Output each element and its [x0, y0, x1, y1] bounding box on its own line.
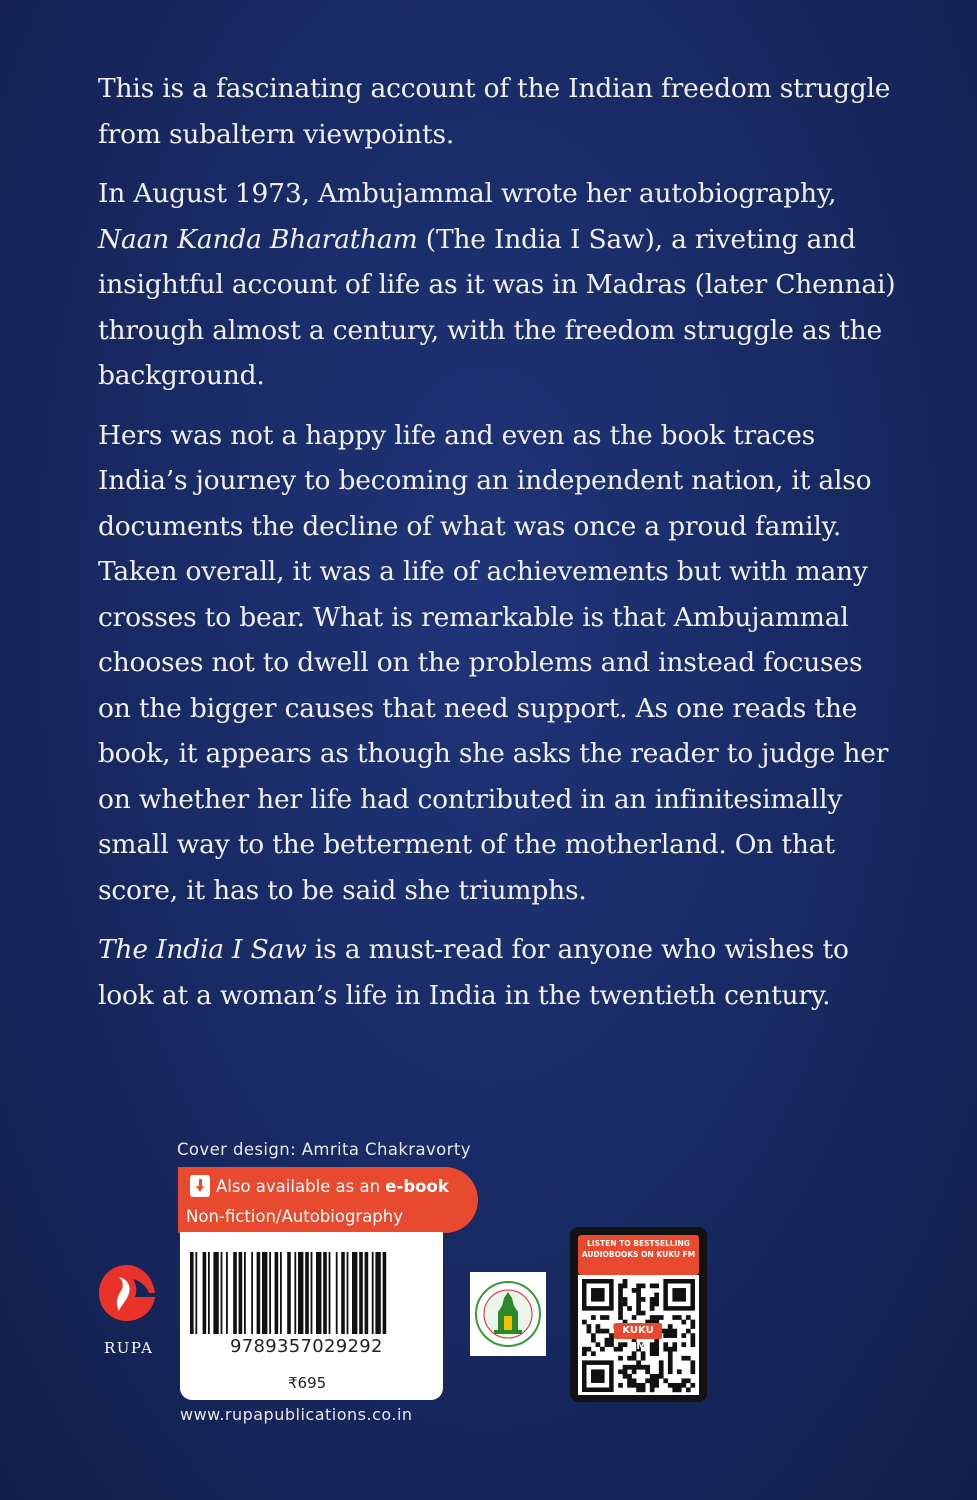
isbn: 9789357029292 [230, 1336, 383, 1357]
qr-module [650, 1387, 655, 1392]
qr-module [690, 1369, 695, 1374]
qr-module [654, 1374, 659, 1379]
qr-module [654, 1378, 659, 1383]
qr-module [677, 1383, 682, 1388]
qr-code[interactable] [578, 1275, 699, 1395]
cover-design-credit: Cover design: Amrita Chakravorty [177, 1140, 471, 1159]
qr-module [596, 1324, 601, 1329]
barcode-bar [269, 1252, 271, 1334]
qr-module [659, 1374, 664, 1379]
barcode-bar [372, 1252, 374, 1334]
qr-module [636, 1387, 641, 1392]
qr-module [650, 1306, 655, 1311]
qr-module [627, 1383, 632, 1388]
download-icon [190, 1175, 210, 1197]
qr-module [609, 1342, 614, 1347]
qr-module [587, 1329, 592, 1334]
qr-module [672, 1288, 686, 1302]
qr-module [605, 1342, 610, 1347]
barcode-bar [323, 1252, 327, 1334]
qr-module [587, 1324, 592, 1329]
qr-module [591, 1315, 596, 1320]
qr-module [632, 1383, 637, 1388]
qr-module [668, 1360, 673, 1365]
qr-module [668, 1383, 673, 1388]
qr-module [636, 1297, 641, 1302]
qr-module [641, 1387, 646, 1392]
qr-module [681, 1383, 686, 1388]
barcode-bar [298, 1252, 303, 1334]
publisher-name: RUPA [104, 1339, 154, 1357]
qr-module [641, 1284, 646, 1289]
qr-module [681, 1356, 686, 1361]
qr-module [645, 1378, 650, 1383]
barcode-bar [287, 1252, 291, 1334]
qr-module [618, 1306, 623, 1311]
barcode-bar [203, 1252, 207, 1334]
barcode-bar [221, 1252, 223, 1334]
qr-module [627, 1356, 632, 1361]
qr-module [690, 1333, 695, 1338]
qr-module [623, 1279, 628, 1284]
qr-module [677, 1387, 682, 1392]
ebook-availability[interactable] [190, 1172, 449, 1200]
qr-module [663, 1342, 668, 1347]
qr-module [690, 1365, 695, 1370]
qr-module [654, 1297, 659, 1302]
qr-module [605, 1329, 610, 1334]
qr-module [654, 1293, 659, 1298]
qr-module [623, 1374, 628, 1379]
barcode-bar [365, 1252, 369, 1334]
kuku-fm-promo [570, 1227, 707, 1402]
barcode-bar [383, 1252, 387, 1334]
blurb-text: In August 1973, Ambujammal wrote her autobiography, [98, 178, 837, 209]
qr-module [636, 1311, 641, 1316]
barcode-bar [375, 1252, 380, 1334]
qr-module [623, 1342, 628, 1347]
qr-module [582, 1347, 587, 1352]
qr-module [672, 1333, 677, 1338]
barcode-bar [280, 1252, 282, 1334]
qr-module [672, 1329, 677, 1334]
qr-module [582, 1320, 587, 1325]
qr-module [659, 1365, 664, 1370]
book-original-title: Naan Kanda Bharatham [98, 223, 418, 255]
qr-module [618, 1311, 623, 1316]
qr-module [672, 1383, 677, 1388]
barcode-bar [213, 1252, 218, 1334]
qr-module [618, 1302, 623, 1307]
price: ₹695 [288, 1374, 327, 1392]
barcode-bar [195, 1252, 197, 1334]
blurb-paragraph-3: Hers was not a happy life and even as the book traces India’s journey to becoming an independent nation, it also documents the decline of what was once a proud family. Taken overall, it was a life of achievements but with many crosses to bear. What is remarkable is that Ambujammal chooses not to dwell on the problems and instead focuses on the bigger causes that need support. As one reads the book, it appears as though she asks the reader to judge her on whether her life had contributed in an infinitesimally small way to the betterment of the motherland. On that score, it has to be said she triumphs. [98, 419, 889, 906]
qr-module [618, 1383, 623, 1388]
barcode-bar [359, 1252, 363, 1334]
qr-module [587, 1347, 592, 1352]
qr-module [627, 1378, 632, 1383]
qr-module [636, 1284, 641, 1289]
barcode-bar [352, 1252, 357, 1334]
qr-module [686, 1378, 691, 1383]
ebook-bold: e-book [385, 1176, 449, 1196]
barcode-bar [347, 1252, 349, 1334]
qr-module [672, 1315, 677, 1320]
qr-module [681, 1320, 686, 1325]
qr-module [618, 1315, 623, 1320]
blurb-text: (The India I Saw), a riveting and insightful account of life as it was in Madras (later Chennai) through almost a century, with the freedom struggle as the background. [98, 223, 896, 391]
qr-module [650, 1374, 655, 1379]
qr-module [591, 1333, 596, 1338]
qr-module [659, 1360, 664, 1365]
qr-module [690, 1324, 695, 1329]
qr-module [668, 1356, 673, 1361]
qr-module [627, 1365, 632, 1370]
qr-module [618, 1293, 623, 1298]
qr-module [627, 1374, 632, 1379]
blurb-text: is a must-read for anyone who wishes to look at a woman’s life in India in the twentieth century. [98, 934, 849, 1011]
qr-module [618, 1369, 623, 1374]
qr-module [690, 1360, 695, 1365]
qr-module [632, 1369, 637, 1374]
barcode-bar [311, 1252, 313, 1334]
qr-module [618, 1284, 623, 1289]
qr-module [659, 1369, 664, 1374]
qr-module [668, 1333, 673, 1338]
qr-module [654, 1284, 659, 1289]
qr-module [596, 1329, 601, 1334]
qr-module [668, 1324, 673, 1329]
qr-module [668, 1365, 673, 1370]
qr-module [618, 1342, 623, 1347]
qr-module [681, 1378, 686, 1383]
book-title: The India I Saw [98, 934, 307, 965]
qr-module [605, 1338, 610, 1343]
qr-module [632, 1288, 637, 1293]
qr-module [591, 1369, 605, 1383]
ebook-label [216, 1177, 449, 1196]
barcode-bar [226, 1252, 228, 1334]
qr-module [632, 1356, 637, 1361]
qr-module [650, 1347, 655, 1352]
qr-module [618, 1288, 623, 1293]
qr-module [663, 1347, 668, 1352]
tamil-nadu-seal [470, 1272, 546, 1356]
barcode [188, 1252, 434, 1334]
barcode-bar [244, 1252, 246, 1334]
back-cover-blurb [98, 66, 898, 1032]
barcode-bar [336, 1252, 338, 1334]
qr-module [663, 1378, 668, 1383]
tamil-nadu-seal-icon [470, 1272, 546, 1356]
qr-module [627, 1306, 632, 1311]
barcode-bar [341, 1252, 345, 1334]
qr-module [677, 1315, 682, 1320]
qr-module [686, 1315, 691, 1320]
qr-module [686, 1356, 691, 1361]
qr-module [600, 1347, 605, 1352]
barcode-bar [294, 1252, 296, 1334]
qr-module [650, 1315, 655, 1320]
qr-module [690, 1383, 695, 1388]
qr-module [672, 1347, 677, 1352]
qr-module [636, 1360, 641, 1365]
qr-module [690, 1320, 695, 1325]
qr-module [600, 1329, 605, 1334]
barcode-bar [208, 1252, 210, 1334]
qr-module [681, 1342, 686, 1347]
qr-module [623, 1297, 628, 1302]
qr-module [686, 1387, 691, 1392]
qr-module [668, 1369, 673, 1374]
qr-module [632, 1378, 637, 1383]
rupa-logo-icon [97, 1263, 157, 1335]
qr-module [668, 1347, 673, 1352]
qr-module [641, 1356, 646, 1361]
qr-module [623, 1365, 628, 1370]
qr-module [618, 1297, 623, 1302]
qr-module [654, 1383, 659, 1388]
qr-module [668, 1351, 673, 1356]
qr-module [623, 1302, 628, 1307]
genre-label: Non-fiction/Autobiography [186, 1207, 404, 1226]
barcode-bar [316, 1252, 321, 1334]
qr-module [650, 1383, 655, 1388]
qr-module [650, 1342, 655, 1347]
qr-module [654, 1347, 659, 1352]
barcode-bar [239, 1252, 243, 1334]
qr-module [632, 1315, 637, 1320]
qr-module [618, 1356, 623, 1361]
qr-module [654, 1351, 659, 1356]
qr-module [654, 1315, 659, 1320]
barcode-sticker [180, 1232, 443, 1400]
qr-module [650, 1297, 655, 1302]
qr-module [650, 1284, 655, 1289]
qr-module [672, 1342, 677, 1347]
qr-module [623, 1369, 628, 1374]
qr-module [650, 1351, 655, 1356]
barcode-bar [251, 1252, 253, 1334]
qr-module [681, 1333, 686, 1338]
ebook-prefix: Also available as an [216, 1176, 386, 1196]
qr-module [690, 1338, 695, 1343]
qr-module [623, 1284, 628, 1289]
barcode-bar [190, 1252, 194, 1334]
barcode-bar [257, 1252, 261, 1334]
qr-module [645, 1369, 650, 1374]
qr-module [636, 1383, 641, 1388]
kuku-headline: LISTEN TO BESTSELLING AUDIOBOOKS ON KUKU FM [578, 1235, 699, 1275]
qr-module [596, 1342, 601, 1347]
publisher-website[interactable]: www.rupapublications.co.in [180, 1405, 413, 1424]
qr-module [645, 1365, 650, 1370]
barcode-bar [305, 1252, 309, 1334]
qr-module [641, 1383, 646, 1388]
qr-module [672, 1387, 677, 1392]
qr-module [677, 1369, 682, 1374]
qr-module [614, 1347, 619, 1352]
qr-module [654, 1342, 659, 1347]
qr-module [663, 1333, 668, 1338]
qr-module [636, 1288, 641, 1293]
qr-module [636, 1302, 641, 1307]
qr-module [636, 1306, 641, 1311]
qr-module [650, 1302, 655, 1307]
qr-module [600, 1315, 605, 1320]
qr-module [641, 1365, 646, 1370]
barcode-bar [275, 1252, 279, 1334]
qr-module [618, 1347, 623, 1352]
qr-module [636, 1365, 641, 1370]
qr-module [636, 1293, 641, 1298]
qr-module [668, 1329, 673, 1334]
blurb-paragraph-1: This is a fascinating account of the Indian freedom struggle from subaltern viewpoints. [98, 73, 891, 150]
qr-module [641, 1297, 646, 1302]
blurb-paragraph-4 [98, 927, 898, 1018]
qr-module [663, 1329, 668, 1334]
qr-module [582, 1351, 587, 1356]
kuku-fm-badge: KUKU FM [614, 1323, 662, 1339]
qr-module [591, 1288, 605, 1302]
barcode-bar [329, 1252, 331, 1334]
qr-module [632, 1365, 637, 1370]
qr-module [650, 1378, 655, 1383]
qr-module [654, 1302, 659, 1307]
qr-module [659, 1315, 664, 1320]
qr-module [609, 1338, 614, 1343]
qr-module [690, 1342, 695, 1347]
qr-module [686, 1329, 691, 1334]
qr-module [605, 1315, 610, 1320]
qr-module [641, 1311, 646, 1316]
qr-module [591, 1351, 596, 1356]
qr-module [591, 1338, 596, 1343]
barcode-bar [262, 1252, 267, 1334]
barcode-bar [233, 1252, 237, 1334]
blurb-paragraph-2 [98, 171, 898, 399]
